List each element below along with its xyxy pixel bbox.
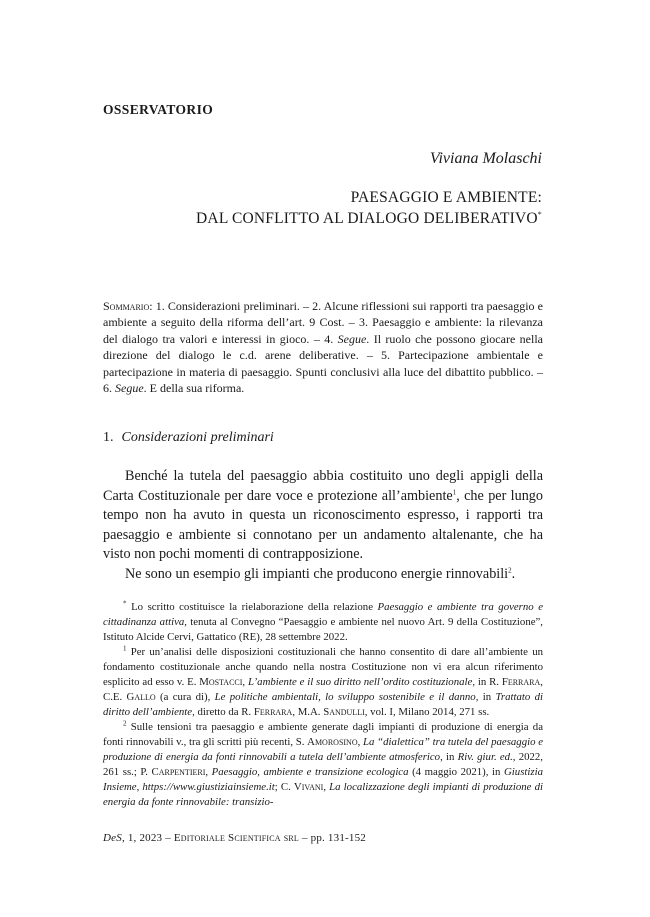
author-name: Viviana Molaschi bbox=[429, 150, 542, 167]
summary-text-2: . Il ruolo che possono giocare nella direzione del dialogo le c.d. arene deliberative. – 5. Partecipazione ambientale e partecipazione in materia di paesaggio. Spunti conclusivi alla luce del dibattito pubblico. – 6. bbox=[103, 331, 543, 396]
footer-journal: DeS bbox=[103, 832, 122, 844]
footnote-italic: L’ambiente e il suo diritto nell’ordito costituzionale bbox=[247, 676, 473, 688]
footer-issue: 1, 2023 – bbox=[127, 832, 174, 844]
footnote-author: Ferrara bbox=[501, 676, 541, 688]
section-number: 1. bbox=[103, 430, 114, 445]
paragraph-1-text: Benché la tutela del paesaggio abbia costituito uno degli appigli della Carta Costituzionale per dare voce e protezione all’ambiente bbox=[103, 468, 543, 504]
title-line-1: PAESAGGIO E AMBIENTE: bbox=[350, 189, 542, 206]
summary-label: Sommario bbox=[103, 299, 150, 313]
footnote-text: , diretto da R. bbox=[192, 706, 254, 718]
footnote-text: , M.A. bbox=[292, 706, 324, 718]
title-line-2 bbox=[196, 208, 542, 229]
footnote-text: , bbox=[323, 781, 330, 793]
footnote-star bbox=[103, 600, 543, 645]
footnote-author: Sandulli bbox=[323, 706, 365, 718]
footnote-text: Lo scritto costituisce la rielaborazione della relazione bbox=[131, 601, 378, 613]
footnote-text: , bbox=[136, 781, 143, 793]
footnote-italic: Paesaggio, ambiente e transizione ecologica bbox=[211, 766, 409, 778]
body-text bbox=[103, 467, 543, 585]
footnote-author: Gallo bbox=[126, 691, 156, 703]
title-line-2-text: DAL CONFLITTO AL DIALOGO DELIBERATIVO bbox=[196, 210, 538, 227]
footer-publisher: Editoriale Scientifica srl bbox=[173, 832, 300, 844]
section-heading bbox=[103, 430, 274, 446]
footnote-text: , C.E. bbox=[103, 676, 543, 703]
footnote-text: , in bbox=[475, 691, 496, 703]
footnote-text: , in bbox=[440, 751, 458, 763]
footer-separator: , bbox=[121, 832, 128, 844]
footnote-text: (4 maggio 2021), in bbox=[408, 766, 504, 778]
paragraph-1-text-2: , che per lungo tempo non ha avuto in questa un riconoscimento espresso, i rapporti tra paesaggio e ambiente si connotano per un andamento altalenante, che ha visto non pochi momenti di contrapposizione. bbox=[103, 487, 543, 563]
summary-text: : 1. Considerazioni preliminari. – 2. Alcune riflessioni sui rapporti tra paesaggio e ambiente a seguito della riforma dell’art. 9 Cost. – 3. Paesaggio e ambiente: la rilevanza del dialogo tra valori e interessi in gioco. – 4. bbox=[103, 299, 543, 346]
footnotes bbox=[103, 600, 543, 810]
footnote-mark: 1 bbox=[123, 644, 127, 653]
footnote-text: ; C. bbox=[274, 781, 294, 793]
footnote-author: Carpentieri bbox=[151, 766, 206, 778]
title-footnote-mark: * bbox=[537, 209, 542, 219]
footnote-link[interactable]: https://www.giustiziainsieme.it bbox=[142, 781, 275, 793]
footnote-ref-1[interactable]: 1 bbox=[452, 487, 457, 496]
footnote-italic: Giustizia Insieme bbox=[103, 766, 543, 793]
footnote-text: , bbox=[242, 676, 248, 688]
footnote-1 bbox=[103, 645, 543, 720]
section-title: Considerazioni preliminari bbox=[121, 430, 274, 445]
footnote-italic: Riv. giur. ed. bbox=[457, 751, 513, 763]
section-label: OSSERVATORIO bbox=[103, 102, 214, 117]
footnote-text: , bbox=[357, 736, 364, 748]
footnote-text: (a cura di), bbox=[155, 691, 215, 703]
summary bbox=[103, 298, 543, 396]
article-title bbox=[196, 187, 542, 229]
footnote-author: Amorosino bbox=[307, 736, 358, 748]
footnote-text: , bbox=[205, 766, 212, 778]
footnote-author: Vivani bbox=[293, 781, 324, 793]
footnote-text: , vol. I, Milano 2014, 271 ss. bbox=[364, 706, 490, 718]
summary-segue-2: Segue bbox=[115, 381, 144, 396]
summary-text-3: . E della sua riforma. bbox=[143, 381, 245, 396]
footnote-italic: Trattato di diritto dell’ambiente bbox=[103, 691, 544, 718]
footnote-italic: La localizzazione degli impianti di produzione di energia da fonte rinnovabile: transizio- bbox=[103, 781, 543, 808]
footnote-text: , in R. bbox=[472, 676, 502, 688]
footer-pages: – pp. 131-152 bbox=[299, 832, 366, 844]
footnote-mark: 2 bbox=[123, 719, 127, 728]
footnote-text: Sulle tensioni tra paesaggio e ambiente generate dagli impianti di produzione di energia da fonti rinnovabili v., tra gli scritti più recenti, S. bbox=[103, 721, 543, 748]
paragraph-2-text-2: . bbox=[511, 565, 516, 582]
footnote-italic: Le politiche ambientali, lo sviluppo sostenibile e il danno bbox=[214, 691, 476, 703]
paragraph-2 bbox=[103, 565, 543, 585]
footnote-text: , 2022, 261 ss.; P. bbox=[103, 751, 543, 778]
paragraph-2-text: Ne sono un esempio gli impianti che producono energie rinnovabili bbox=[125, 565, 509, 582]
page-footer bbox=[103, 832, 366, 844]
footnote-text: Per un’analisi delle disposizioni costituzionali che hanno consentito di dare all’ambiente un fondamento costituzionale anche quando nella nostra Costituzione non vi era alcun riferimento esplicito ad esso v. E. bbox=[103, 646, 543, 688]
footnote-author: Ferrara bbox=[253, 706, 293, 718]
footnote-italic: La “dialettica” tra tutela del paesaggio e produzione di energia da fonti rinnovabili a tutela dell’ambiente atmosferico bbox=[103, 736, 543, 763]
footnote-author: Mostacci bbox=[199, 676, 243, 688]
footnote-text: , tenuta al Convegno “Paesaggio e ambiente nel nuovo Art. 9 della Costituzione”, Istituto Alcide Cervi, Gattatico (RE), 28 settembre 2022. bbox=[103, 616, 544, 643]
footnote-italic: Paesaggio e ambiente tra governo e cittadinanza attiva bbox=[103, 601, 544, 628]
footnote-2 bbox=[103, 720, 543, 810]
footnote-mark: * bbox=[123, 599, 127, 608]
paragraph-1 bbox=[103, 467, 543, 565]
summary-segue-1: Segue bbox=[337, 331, 367, 346]
footnote-ref-2[interactable]: 2 bbox=[508, 566, 512, 575]
